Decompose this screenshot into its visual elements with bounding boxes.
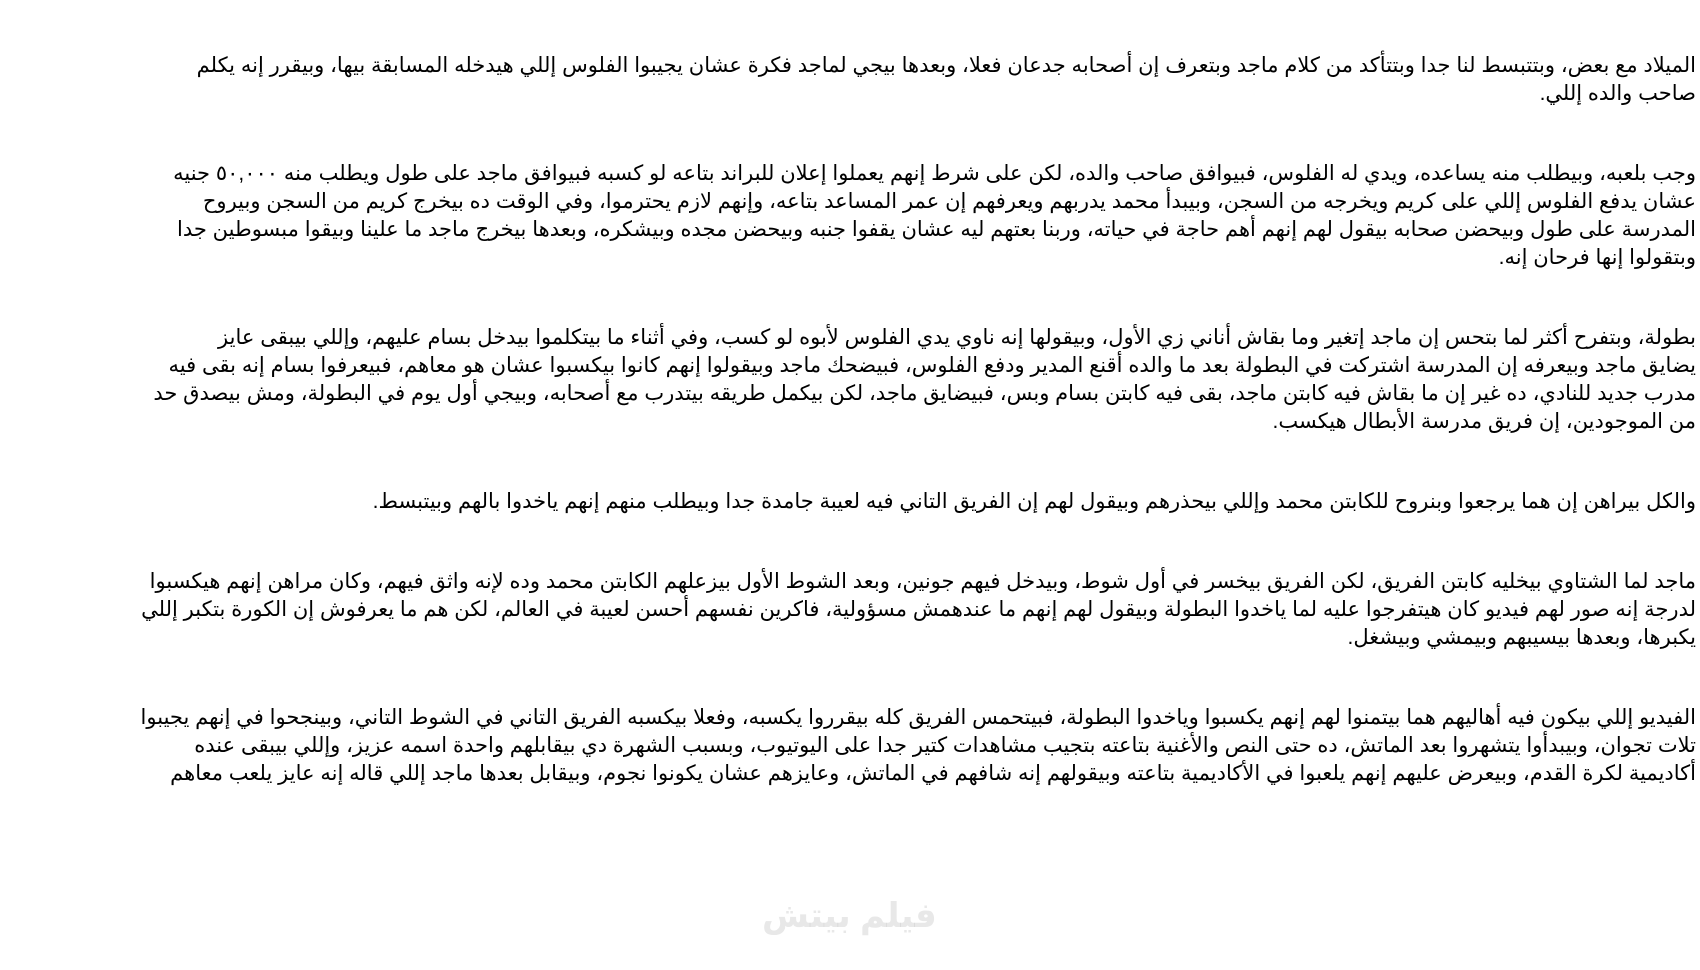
text-line: مدرب جديد للنادي، ده غير إن ما بقاش فيه كابتن ماجد، بقى فيه كابتن بسام وبس، فبيضايق ماجد، لكن بيكمل طريقه بيتدرب مع أصحابه، وبيجي أول يوم في البطولة، ومش بيصدق حد — [153, 382, 1696, 405]
text-line: الفيديو إللي بيكون فيه أهاليهم هما بيتمنوا لهم إنهم يكسبوا وياخدوا البطولة، فبيتحمس الفريق كله بيقرروا يكسبه، وفعلا بيكسبه الفريق التاني في الشوط التاني، وبينجحوا في إنهم يجيبوا — [140, 706, 1696, 729]
paragraph-6 — [56, 704, 1696, 788]
text-line: والكل بيراهن إن هما يرجعوا وبنروح للكابتن محمد وإللي بيحذرهم وبيقول لهم إن الفريق التاني فيه لعيبة جامدة جدا وبيطلب منهم إنهم ياخدوا بالهم وبيتبسط. — [372, 490, 1696, 513]
text-line: الميلاد مع بعض، وبتتبسط لنا جدا وبتتأكد من كلام ماجد وبتعرف إن أصحابه جدعان فعلا، وبعدها بيجي لماجد فكرة عشان يجيبوا الفلوس إللي هيدخله المسابقة بيها، وبيقرر إنه يكلم — [196, 54, 1696, 77]
text-line: لدرجة إنه صور لهم فيديو كان هيتفرجوا عليه لما ياخدوا البطولة وبيقول لهم إنهم ما عندهمش مسؤولية، فاكرين نفسهم أحسن لعيبة في العالم، لكن هم ما يعرفوش إن الكورة بتكبر إللي — [141, 598, 1696, 621]
article-body — [56, 52, 1696, 840]
paragraph-5 — [56, 568, 1696, 652]
text-line: أكاديمية لكرة القدم، وبيعرض عليهم إنهم يلعبوا في الأكاديمية بتاعته وبيقولهم إنه شافهم في الماتش، وعايزهم عشان يكونوا نجوم، وبيقابل بعدها ماجد إللي قاله إنه عايز يلعب معاهم — [170, 762, 1696, 785]
text-line: من الموجودين، إن فريق مدرسة الأبطال هيكسب. — [1272, 410, 1696, 433]
paragraph-4 — [56, 488, 1696, 516]
text-line: بطولة، وبتفرح أكثر لما بتحس إن ماجد إتغير وما بقاش أناني زي الأول، وبيقولها إنه ناوي يدي الفلوس لأبوه لو كسب، وفي أثناء ما بيتكلموا بيدخل بسام عليهم، وإللي بيبقى عايز — [218, 326, 1696, 349]
text-line: يضايق ماجد وبيعرفه إن المدرسة اشتركت في البطولة بعد ما والده أقنع المدير ودفع الفلوس، فبيضحك ماجد وبيقولوا إنهم كانوا بيكسبوا عشان هو معاهم، فبيعرفوا بسام إنه بقى فيه — [168, 354, 1696, 377]
text-line: وبتقولوا إنها فرحان إنه. — [1498, 246, 1696, 269]
text-line: وجب بلعبه، وبيطلب منه يساعده، ويدي له الفلوس، فبيوافق صاحب والده، لكن على شرط إنهم يعملوا إعلان للبراند بتاعه لو كسبه فبيوافق ماجد على طول ويطلب منه ٥٠,٠٠٠ جنيه — [173, 162, 1696, 185]
text-line: المدرسة على طول وبيحضن صحابه بيقول لهم إنهم أهم حاجة في حياته، وربنا بعتهم ليه عشان يقفوا جنبه وبيحضن مجده وبيشكره، وبعدها بيخرج ماجد ما علينا وبيقوا مبسوطين جدا — [176, 218, 1696, 241]
text-line: تلات تجوان، وبيبدأوا يتشهروا بعد الماتش، ده حتى النص والأغنية بتاعته بتجيب مشاهدات كتير جدا على اليوتيوب، وبسبب الشهرة دي بيقابلهم واحدة اسمه عزيز، وإللي بيبقى عنده — [194, 734, 1696, 757]
paragraph-3 — [56, 324, 1696, 436]
paragraph-1 — [56, 52, 1696, 108]
text-line: يكبرها، وبعدها بيسيبهم وبيمشي وبيشغل. — [1347, 626, 1696, 649]
site-watermark: فيلم بيتش — [762, 897, 937, 935]
text-line: صاحب والده إللي. — [1539, 82, 1696, 105]
text-line: ماجد لما الشتاوي بيخليه كابتن الفريق، لكن الفريق بيخسر في أول شوط، وبيدخل فيهم جونين، وبعد الشوط الأول بيزعلهم الكابتن محمد وده لإنه واثق فيهم، وكان مراهن إنهم هيكسبوا — [149, 570, 1696, 593]
text-line: عشان يدفع الفلوس إللي على كريم ويخرجه من السجن، وبيبدأ محمد يدربهم ويعرفهم إن عمر المساعد بتاعه، وإنهم لازم يحترموا، وفي الوقت ده بيخرج كريم من السجن وبيروح — [202, 190, 1696, 213]
paragraph-2 — [56, 160, 1696, 272]
